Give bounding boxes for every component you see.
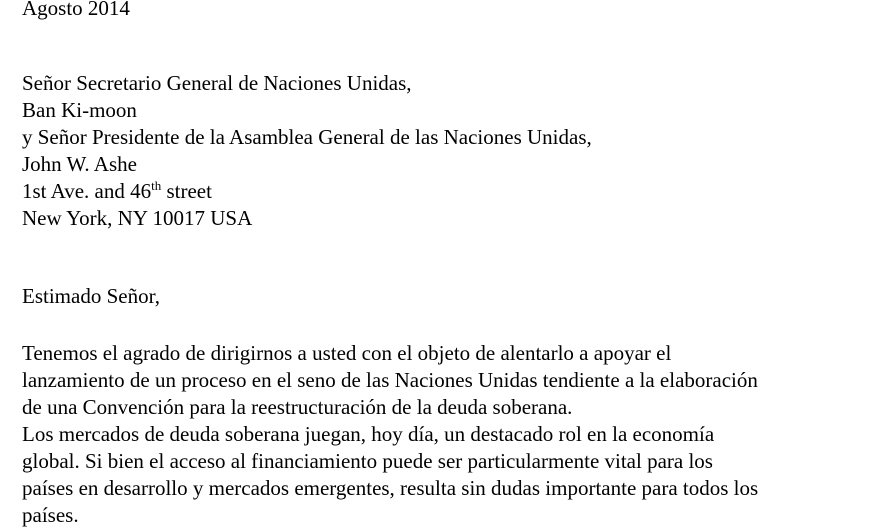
city-line: New York, NY 10017 USA (22, 206, 253, 230)
recipient-title-line-1: Señor Secretario General de Naciones Unidas, (22, 71, 412, 95)
paragraph-2 (22, 421, 860, 528)
recipient-title-line-2: y Señor Presidente de la Asamblea General de las Naciones Unidas, (22, 125, 592, 149)
text-line: global. Si bien el acceso al financiamiento puede ser particularmente vital para los (22, 449, 713, 473)
text-line: Los mercados de deuda soberana juegan, hoy día, un destacado rol en la economía (22, 422, 715, 446)
text-line: países. (22, 503, 79, 527)
recipient-address (22, 70, 860, 232)
letter-body (22, 340, 860, 528)
letter-date: Agosto 2014 (22, 0, 130, 20)
street-ordinal-suffix: th (151, 178, 162, 193)
paragraph-1 (22, 340, 860, 421)
salutation: Estimado Señor, (22, 284, 160, 308)
text-line: lanzamiento de un proceso en el seno de las Naciones Unidas tendiente a la elaboración (22, 368, 758, 392)
recipient-name-line-1: Ban Ki-moon (22, 98, 137, 122)
street-text-after: street (161, 179, 212, 203)
recipient-name-line-2: John W. Ashe (22, 152, 137, 176)
text-line: países en desarrollo y mercados emergentes, resulta sin dudas importante para todos los (22, 476, 759, 500)
street-address-line (22, 178, 860, 205)
street-text: 1st Ave. and 46 (22, 179, 152, 203)
text-line: de una Convención para la reestructuración de la deuda soberana. (22, 395, 573, 419)
text-line: Tenemos el agrado de dirigirnos a usted con el objeto de alentarlo a apoyar el (22, 341, 672, 365)
